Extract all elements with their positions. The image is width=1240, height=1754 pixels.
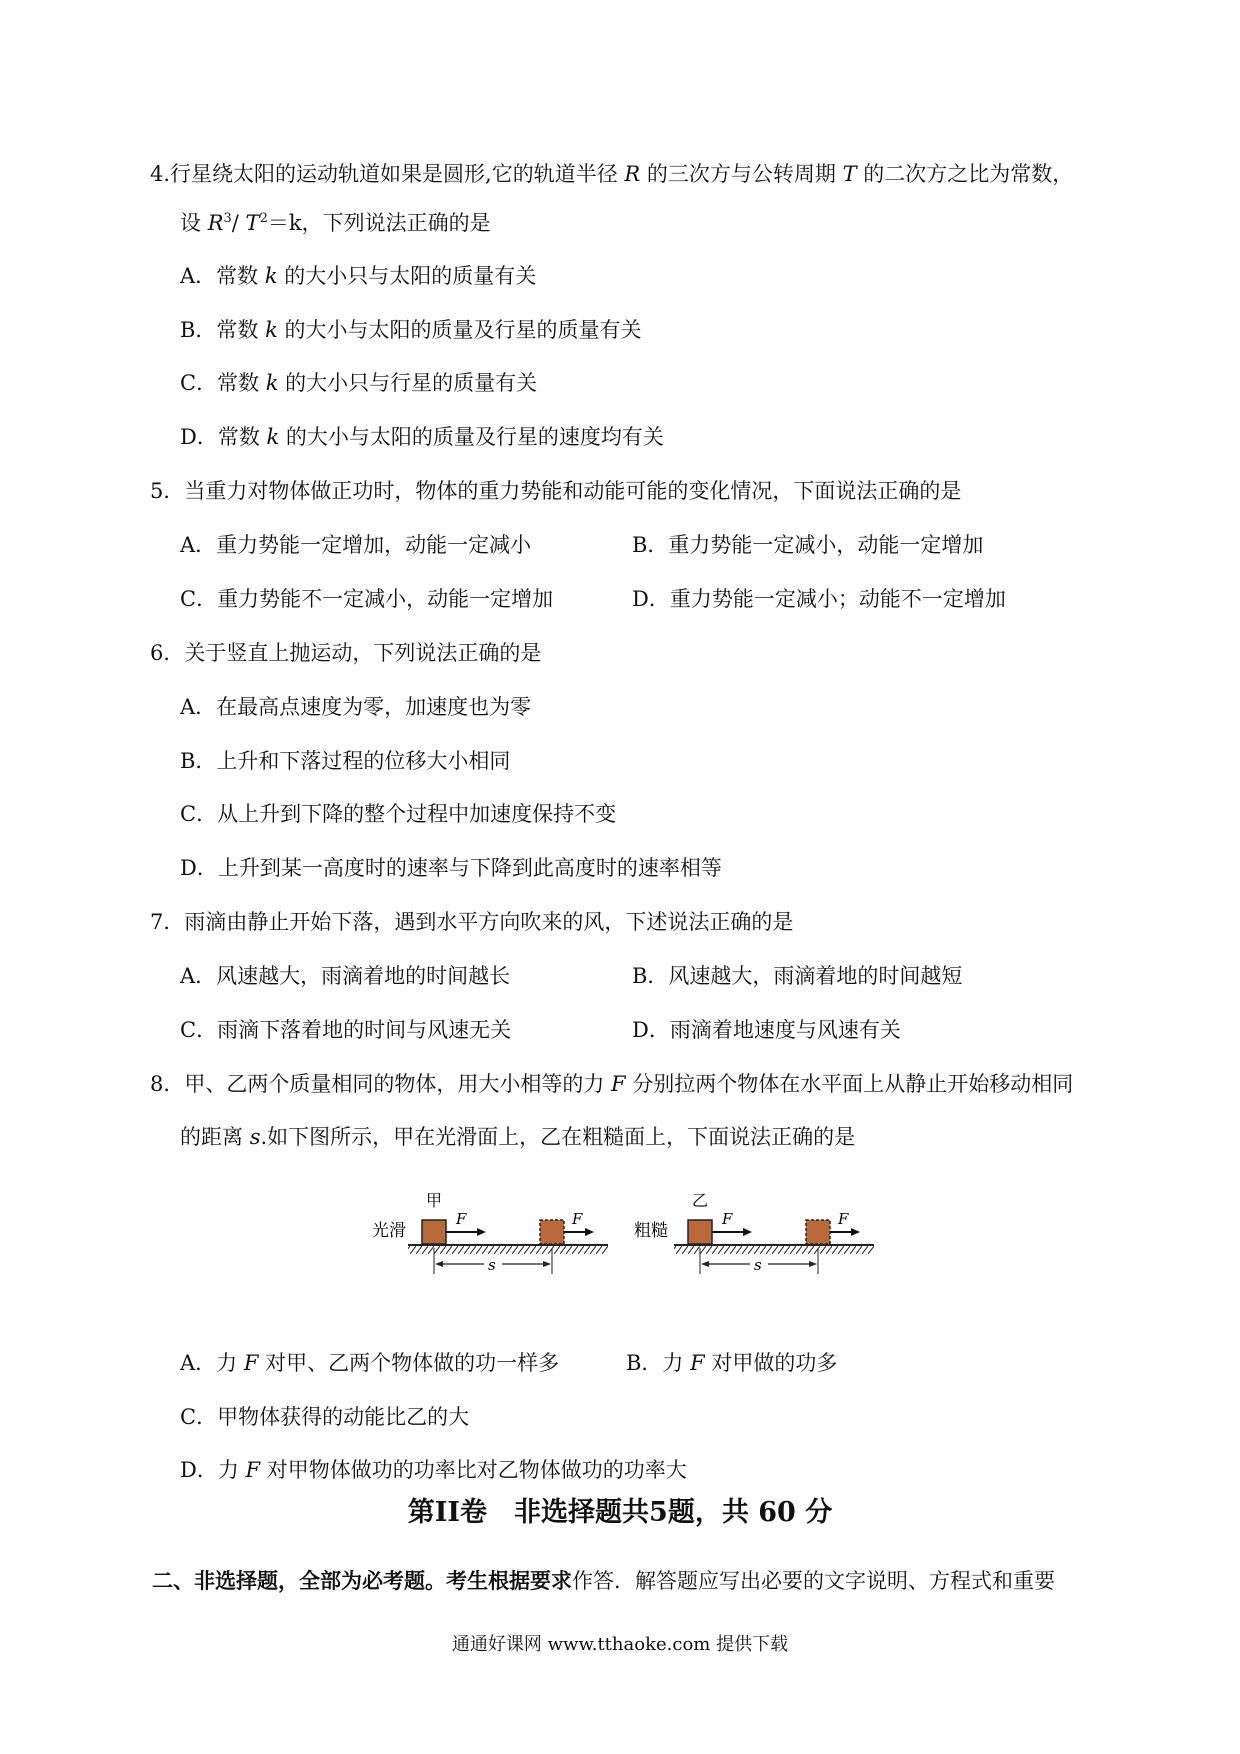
ground-hatch xyxy=(408,1246,608,1254)
q4-text: 的二次方之比为常数， xyxy=(856,162,1074,186)
block-yi-start xyxy=(688,1220,712,1244)
q8-figure xyxy=(368,1190,878,1290)
q7-option-c: C．雨滴下落着地的时间与风速无关 xyxy=(180,1018,512,1042)
figure-right-panel xyxy=(634,1191,874,1274)
q7-option-d: D．雨滴着地速度与风速有关 xyxy=(632,1018,901,1042)
q4-option-d: D．常数 k 的大小与太阳的质量及行星的速度均有关 xyxy=(180,425,664,449)
q6-option-c: C．从上升到下降的整个过程中加速度保持不变 xyxy=(180,802,617,826)
q5-stem: 5．当重力对物体做正功时，物体的重力势能和动能可能的变化情况，下面说法正确的是 xyxy=(150,479,962,503)
var-T: T xyxy=(245,211,260,235)
q6-option-d: D．上升到某一高度时的速率与下降到此高度时的速率相等 xyxy=(180,856,722,880)
arrow-head xyxy=(851,1228,860,1236)
q5-option-a: A．重力势能一定增加，动能一定减小 xyxy=(180,533,532,557)
q5-option-c: C．重力势能不一定减小，动能一定增加 xyxy=(180,587,554,611)
q4-stem-line1 xyxy=(150,160,1073,188)
force-label: F xyxy=(722,1210,733,1228)
var-R: R xyxy=(624,162,641,186)
block-jia-end xyxy=(540,1220,564,1244)
q8-option-a: A．力 F 对甲、乙两个物体做的功一样多 xyxy=(180,1351,560,1375)
q5-option-b: B．重力势能一定减小，动能一定增加 xyxy=(632,533,984,557)
figure-left-panel xyxy=(372,1191,608,1274)
distance-label: s xyxy=(488,1256,496,1274)
q4-text: 的三次方与公转周期 xyxy=(640,162,843,186)
arrow-head xyxy=(701,1261,709,1267)
arrow-head xyxy=(435,1261,443,1267)
q7-option-a: A．风速越大，雨滴着地的时间越长 xyxy=(180,964,511,988)
var-T: T xyxy=(842,162,857,186)
var-F: F xyxy=(611,1072,626,1096)
block-jia-start xyxy=(422,1220,446,1244)
instructions-bold: 二、非选择题，全部为必考题。考生根据要求 xyxy=(152,1568,572,1593)
q4-text: 4.行星绕太阳的运动轨道如果是圆形,它的轨道半径 xyxy=(150,162,625,186)
q8-stem-line1: 8．甲、乙两个质量相同的物体，用大小相等的力 F 分别拉两个物体在水平面上从静止开始移动相同 xyxy=(150,1072,1074,1096)
block-yi-end xyxy=(806,1220,830,1244)
q8-stem-line2: 的距离 s.如下图所示，甲在光滑面上，乙在粗糙面上，下面说法正确的是 xyxy=(180,1125,856,1149)
part2-instructions xyxy=(152,1567,1055,1595)
q6-option-a: A．在最高点速度为零，加速度也为零 xyxy=(180,695,532,719)
q4-text: ＝k，下列说法正确的是 xyxy=(267,211,491,235)
q7-option-b: B．风速越大，雨滴着地的时间越短 xyxy=(632,964,963,988)
force-label: F xyxy=(456,1210,467,1228)
part2-title: 第II卷 非选择题共5题，共 60 分 xyxy=(407,1497,833,1528)
ground-hatch xyxy=(674,1246,874,1254)
q4-stem-line2 xyxy=(180,209,491,237)
q6-option-b: B．上升和下落过程的位移大小相同 xyxy=(180,749,511,773)
var-R: R xyxy=(207,211,224,235)
q4-option-a: A．常数 k 的大小只与太阳的质量有关 xyxy=(180,264,537,288)
exponent: 3 xyxy=(223,211,232,226)
q4-option-c: C．常数 k 的大小只与行星的质量有关 xyxy=(180,371,538,395)
surface-label-smooth: 光滑 xyxy=(372,1221,406,1241)
q5-option-d: D．重力势能一定减小；动能不一定增加 xyxy=(632,587,1006,611)
force-label: F xyxy=(838,1210,849,1228)
q4-text: 设 xyxy=(180,211,208,235)
page-footer: 通通好课网 www.tthaoke.com 提供下载 xyxy=(451,1634,789,1655)
q8-option-d: D．力 F 对甲物体做功的功率比对乙物体做功的功率大 xyxy=(180,1458,687,1482)
q4-option-b: B．常数 k 的大小与太阳的质量及行星的质量有关 xyxy=(180,318,642,342)
arrow-head xyxy=(585,1228,594,1236)
surface-label-rough: 粗糙 xyxy=(634,1221,668,1241)
q8-option-b: B．力 F 对甲做的功多 xyxy=(626,1351,838,1375)
force-label: F xyxy=(572,1210,583,1228)
q4-text: / xyxy=(231,211,246,235)
body-label-yi: 乙 xyxy=(692,1191,709,1210)
instructions-text: 作答．解答题应写出必要的文字说明、方程式和重要 xyxy=(572,1569,1055,1593)
distance-label: s xyxy=(754,1256,762,1274)
arrow-head xyxy=(743,1228,752,1236)
arrow-head xyxy=(543,1261,551,1267)
arrow-head xyxy=(477,1228,486,1236)
q6-stem: 6．关于竖直上抛运动，下列说法正确的是 xyxy=(150,641,542,665)
exponent: 2 xyxy=(259,211,268,226)
arrow-head xyxy=(809,1261,817,1267)
q8-option-c: C．甲物体获得的动能比乙的大 xyxy=(180,1405,470,1429)
body-label-jia: 甲 xyxy=(426,1191,443,1210)
q7-stem: 7．雨滴由静止开始下落，遇到水平方向吹来的风，下述说法正确的是 xyxy=(150,910,794,934)
var-s: s xyxy=(249,1125,261,1149)
